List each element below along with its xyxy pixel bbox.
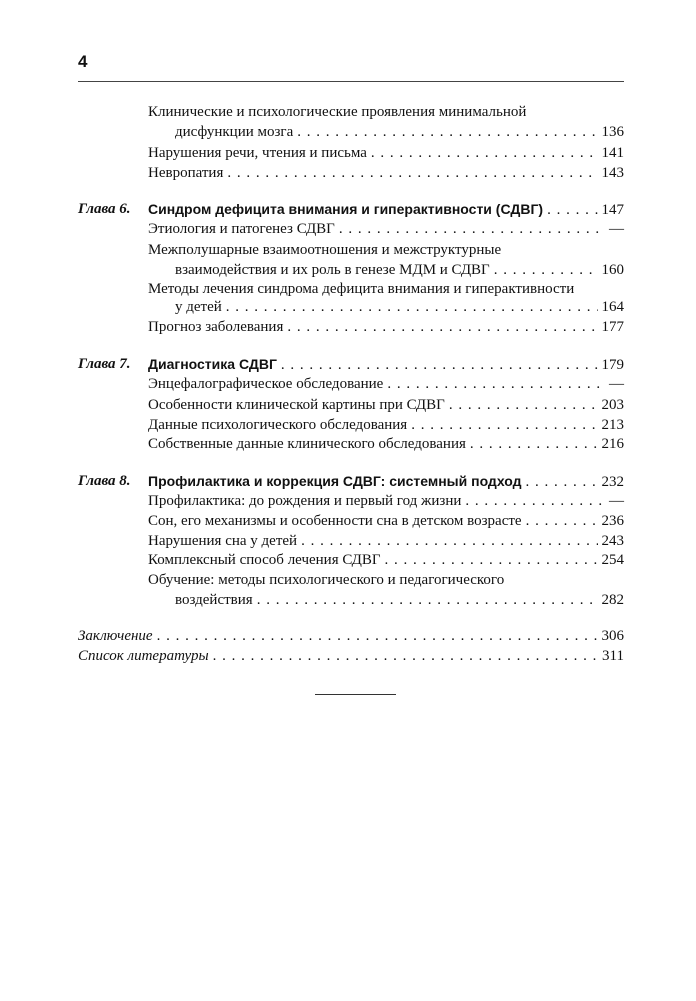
toc-entry-text: Нарушения речи, чтения и письма <box>148 145 367 161</box>
toc-entry[interactable] <box>175 297 624 317</box>
toc-entry-text: Нарушения сна у детей <box>148 533 298 549</box>
toc-page-number: 311 <box>602 648 624 664</box>
dot-leader <box>387 374 605 394</box>
dot-leader <box>281 355 598 375</box>
toc-entry[interactable] <box>148 531 624 551</box>
toc-entry-text: Профилактика: до рождения и первый год жизни <box>148 493 462 509</box>
dot-leader <box>526 472 598 492</box>
toc-entry-references[interactable] <box>78 646 624 666</box>
toc-entry-text: Прогноз заболевания <box>148 319 284 335</box>
toc-entry-text: Список литературы <box>78 648 209 664</box>
toc-page-number: 216 <box>601 436 624 452</box>
toc-entry[interactable] <box>175 122 624 142</box>
dot-leader <box>411 415 597 435</box>
toc-entry[interactable] <box>175 590 624 610</box>
toc-entry-text: воздействия <box>175 592 253 608</box>
toc-page-number: 164 <box>601 299 624 315</box>
toc-entry[interactable] <box>148 374 624 394</box>
toc-entry-text: Невропатия <box>148 165 224 181</box>
toc-page-number: 179 <box>601 357 624 373</box>
dot-leader <box>494 260 598 280</box>
toc-page-number: 160 <box>601 262 624 278</box>
dot-leader <box>339 219 605 239</box>
toc-entry[interactable] <box>148 434 624 454</box>
dot-leader <box>213 646 598 666</box>
toc-page-number: 203 <box>601 397 624 413</box>
toc-page-number: 141 <box>601 145 624 161</box>
toc-entry-text: Энцефалографическое обследование <box>148 376 384 392</box>
toc-entry[interactable] <box>148 143 624 163</box>
toc-chapter-entry[interactable] <box>148 471 624 492</box>
toc-entry-text: Особенности клинической картины при СДВГ <box>148 397 445 413</box>
toc-page-number: 177 <box>601 319 624 335</box>
dot-leader <box>526 511 598 531</box>
page-number: 4 <box>78 52 88 71</box>
dot-leader <box>449 395 598 415</box>
toc-entry-text: Сон, его механизмы и особенности сна в детском возрасте <box>148 513 522 529</box>
toc-entry[interactable] <box>148 511 624 531</box>
toc-entry[interactable] <box>148 415 624 435</box>
toc-entry-text: у детей <box>175 299 222 315</box>
toc-entry[interactable] <box>148 317 624 337</box>
toc-page-number: 282 <box>601 592 624 608</box>
toc-entry-text: Комплексный способ лечения СДВГ <box>148 552 381 568</box>
chapter-title: Диагностика СДВГ <box>148 356 277 372</box>
dot-leader <box>301 531 597 551</box>
dot-leader <box>297 122 597 142</box>
toc-page-number: 143 <box>601 165 624 181</box>
toc-chapter-entry[interactable] <box>148 354 624 375</box>
toc-page-number: — <box>609 376 624 392</box>
dot-leader <box>157 626 598 646</box>
chapter-label: Глава 8. <box>78 473 131 489</box>
dot-leader <box>547 200 597 220</box>
dot-leader <box>371 143 598 163</box>
toc-entry-text: Собственные данные клинического обследования <box>148 436 466 452</box>
chapter-label: Глава 7. <box>78 356 131 372</box>
toc-page-number: 236 <box>601 513 624 529</box>
dot-leader <box>385 550 598 570</box>
dot-leader <box>470 434 598 454</box>
toc-entry[interactable] <box>148 395 624 415</box>
end-rule <box>315 694 396 695</box>
toc-page-number: 147 <box>601 202 624 218</box>
toc-page-number: 136 <box>601 124 624 140</box>
chapter-title: Профилактика и коррекция СДВГ: системный подход <box>148 473 522 489</box>
toc-entry-text: Заключение <box>78 628 153 644</box>
toc-entry[interactable] <box>175 260 624 280</box>
toc-entry-text: Этиология и патогенез СДВГ <box>148 221 335 237</box>
toc-page-number: 232 <box>601 474 624 490</box>
chapter-label: Глава 6. <box>78 201 131 217</box>
toc-page-number: 243 <box>601 533 624 549</box>
toc-page-number: — <box>609 493 624 509</box>
toc-entry-text: Межполушарные взаимоотношения и межструктурные <box>148 242 502 258</box>
toc-entry-conclusion[interactable] <box>78 626 624 646</box>
chapter-title: Синдром дефицита внимания и гиперактивности (СДВГ) <box>148 201 544 217</box>
toc-entry[interactable] <box>148 550 624 570</box>
toc-entry-text: Данные психологического обследования <box>148 417 408 433</box>
toc-entry-text: дисфункции мозга <box>175 124 294 140</box>
toc-entry-text: Клинические и психологические проявления минимальной <box>148 104 527 120</box>
toc-entry-text: Методы лечения синдрома дефицита внимания и гиперактивности <box>148 281 575 297</box>
dot-leader <box>227 163 597 183</box>
toc-entry-text: Обучение: методы психологического и педагогического <box>148 572 505 588</box>
toc-entry[interactable] <box>148 491 624 511</box>
toc-entry[interactable] <box>148 163 624 183</box>
toc-page-number: 306 <box>601 628 624 644</box>
dot-leader <box>226 297 598 317</box>
toc-page-number: 213 <box>601 417 624 433</box>
dot-leader <box>257 590 598 610</box>
dot-leader <box>465 491 605 511</box>
dot-leader <box>287 317 597 337</box>
toc-chapter-entry[interactable] <box>148 199 624 220</box>
toc-page-number: 254 <box>601 552 624 568</box>
toc-page-number: — <box>609 221 624 237</box>
toc-entry[interactable] <box>148 219 624 239</box>
toc-entry-text: взаимодействия и их роль в генезе МДМ и СДВГ <box>175 262 490 278</box>
